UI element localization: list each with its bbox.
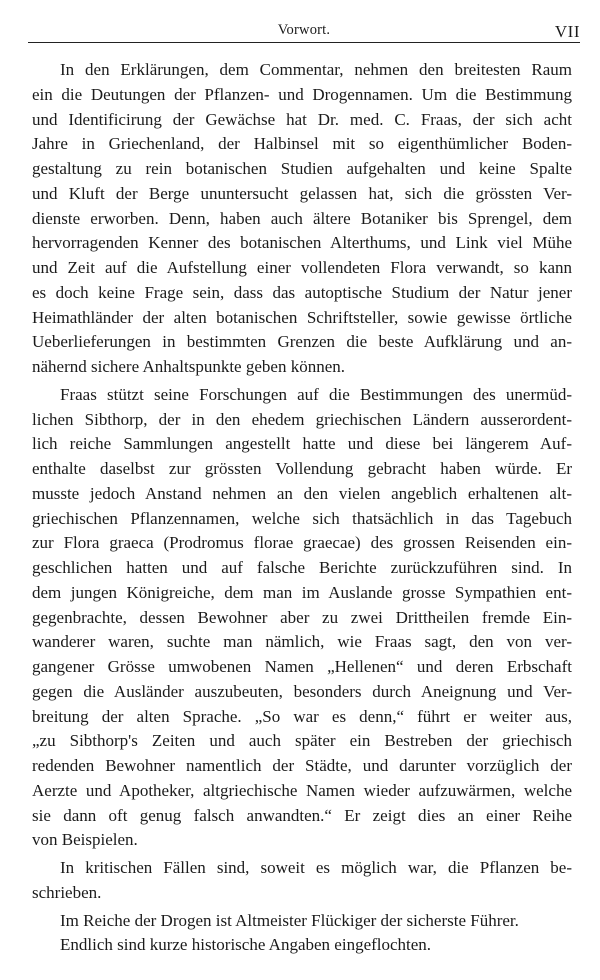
text-line: „zu Sibthorp's Zeiten und auch später ein Bestreben der griechisch: [32, 731, 572, 751]
text-line: Jahre in Griechenland, der Halbinsel mit so eigenthümlicher Boden-: [32, 134, 572, 154]
text-line: griechischen Pflanzennamen, welche sich thatsächlich in das Tagebuch: [32, 508, 572, 528]
text-line: In den Erklärungen, dem Commentar, nehmen den breitesten Raum: [60, 60, 572, 79]
text-line: gestaltung zu rein botanischen Studien aufgehalten und keine Spalte: [32, 159, 572, 178]
text-line: Endlich sind kurze historische Angaben eingeflochten.: [60, 935, 432, 955]
text-line: sie dann oft genug falsch anwandten.“ Er zeigt dies an einer Reihe: [32, 805, 572, 825]
text-line: zur Flora graeca (Prodromus florae graecae) des grossen Reisenden ein-: [32, 533, 572, 553]
text-line: und Kluft der Berge ununtersucht gelassen hat, sich die grössten Ver-: [32, 183, 572, 203]
text-line: hervorragenden Kenner des botanischen Alterthums, und Link viel Mühe: [32, 233, 572, 253]
text-line: In kritischen Fällen sind, soweit es möglich war, die Pflanzen be-: [60, 858, 572, 877]
text-line: redenden Bewohner namentlich der Städte, und darunter vorzüglich der: [32, 756, 572, 775]
text-line: Fraas stützt seine Forschungen auf die Bestimmungen des unermüd-: [60, 384, 572, 404]
text-line: breitung der alten Sprache. „So war es denn,“ führt er weiter aus,: [32, 706, 572, 726]
body-text: [32, 58, 572, 958]
text-line: wanderer waren, suchte man nämlich, wie Fraas sagt, den von ver-: [32, 632, 572, 652]
text-line: geschlichen hatten und auf falsche Berichte zurückzuführen sind. In: [32, 558, 572, 577]
text-line: Ueberlieferungen in bestimmten Grenzen die beste Aufklärung und an-: [32, 332, 572, 352]
running-head-title: Vorwort.: [277, 22, 331, 38]
text-line: schrieben.: [32, 882, 102, 902]
text-line: gegenbrachte, dessen Bewohner aber zu zwei Drittheilen fremde Ein-: [32, 607, 572, 627]
text-line: dienste erworben. Denn, haben auch ältere Botaniker bis Sprengel, dem: [32, 208, 572, 228]
text-line: dem jungen Königreiche, dem man im Auslande grosse Sympathien ent-: [32, 582, 572, 602]
text-line: enthalte daselbst zur grössten Vollendung gebracht haben würde. Er: [32, 459, 572, 478]
text-line: nähernd sichere Anhaltspunkte geben können.: [32, 357, 345, 376]
running-header: [28, 22, 580, 42]
text-line: und Identificirung der Gewächse hat Dr. med. C. Fraas, der sich acht: [32, 109, 572, 129]
text-line: lich reiche Sammlungen angestellt hatte und diese bei längerem Auf-: [32, 434, 572, 454]
text-line: gangener Grösse umwobenen Namen „Hellenen“ und deren Erbschaft: [32, 657, 572, 676]
text-line: es doch keine Frage sein, dass das autoptische Studium der Natur jener: [32, 282, 572, 302]
text-line: gegen die Ausländer auszubeuten, besonders durch Aneignung und Ver-: [32, 681, 572, 701]
text-line: von Beispielen.: [32, 830, 138, 850]
text-line: Heimathländer der alten botanischen Schriftsteller, sowie gewisse örtliche: [32, 307, 572, 327]
text-line: und Zeit auf die Aufstellung einer vollendeten Flora verwandt, so kann: [32, 258, 572, 277]
text-line: musste jedoch Anstand nehmen an den vielen angeblich erhaltenen alt-: [32, 483, 572, 503]
text-line: Im Reiche der Drogen ist Altmeister Flückiger der sicherste Führer.: [60, 910, 519, 930]
header-rule: [28, 42, 580, 43]
text-line: lichen Sibthorp, der in den ehedem griechischen Ländern ausserordent-: [32, 409, 572, 429]
text-line: ein die Deutungen der Pflanzen- und Drogennamen. Um die Bestimmung: [32, 84, 572, 104]
text-line: Aerzte und Apotheker, altgriechische Namen wieder aufzuwärmen, welche: [32, 780, 572, 800]
page-number: VII: [554, 22, 580, 41]
